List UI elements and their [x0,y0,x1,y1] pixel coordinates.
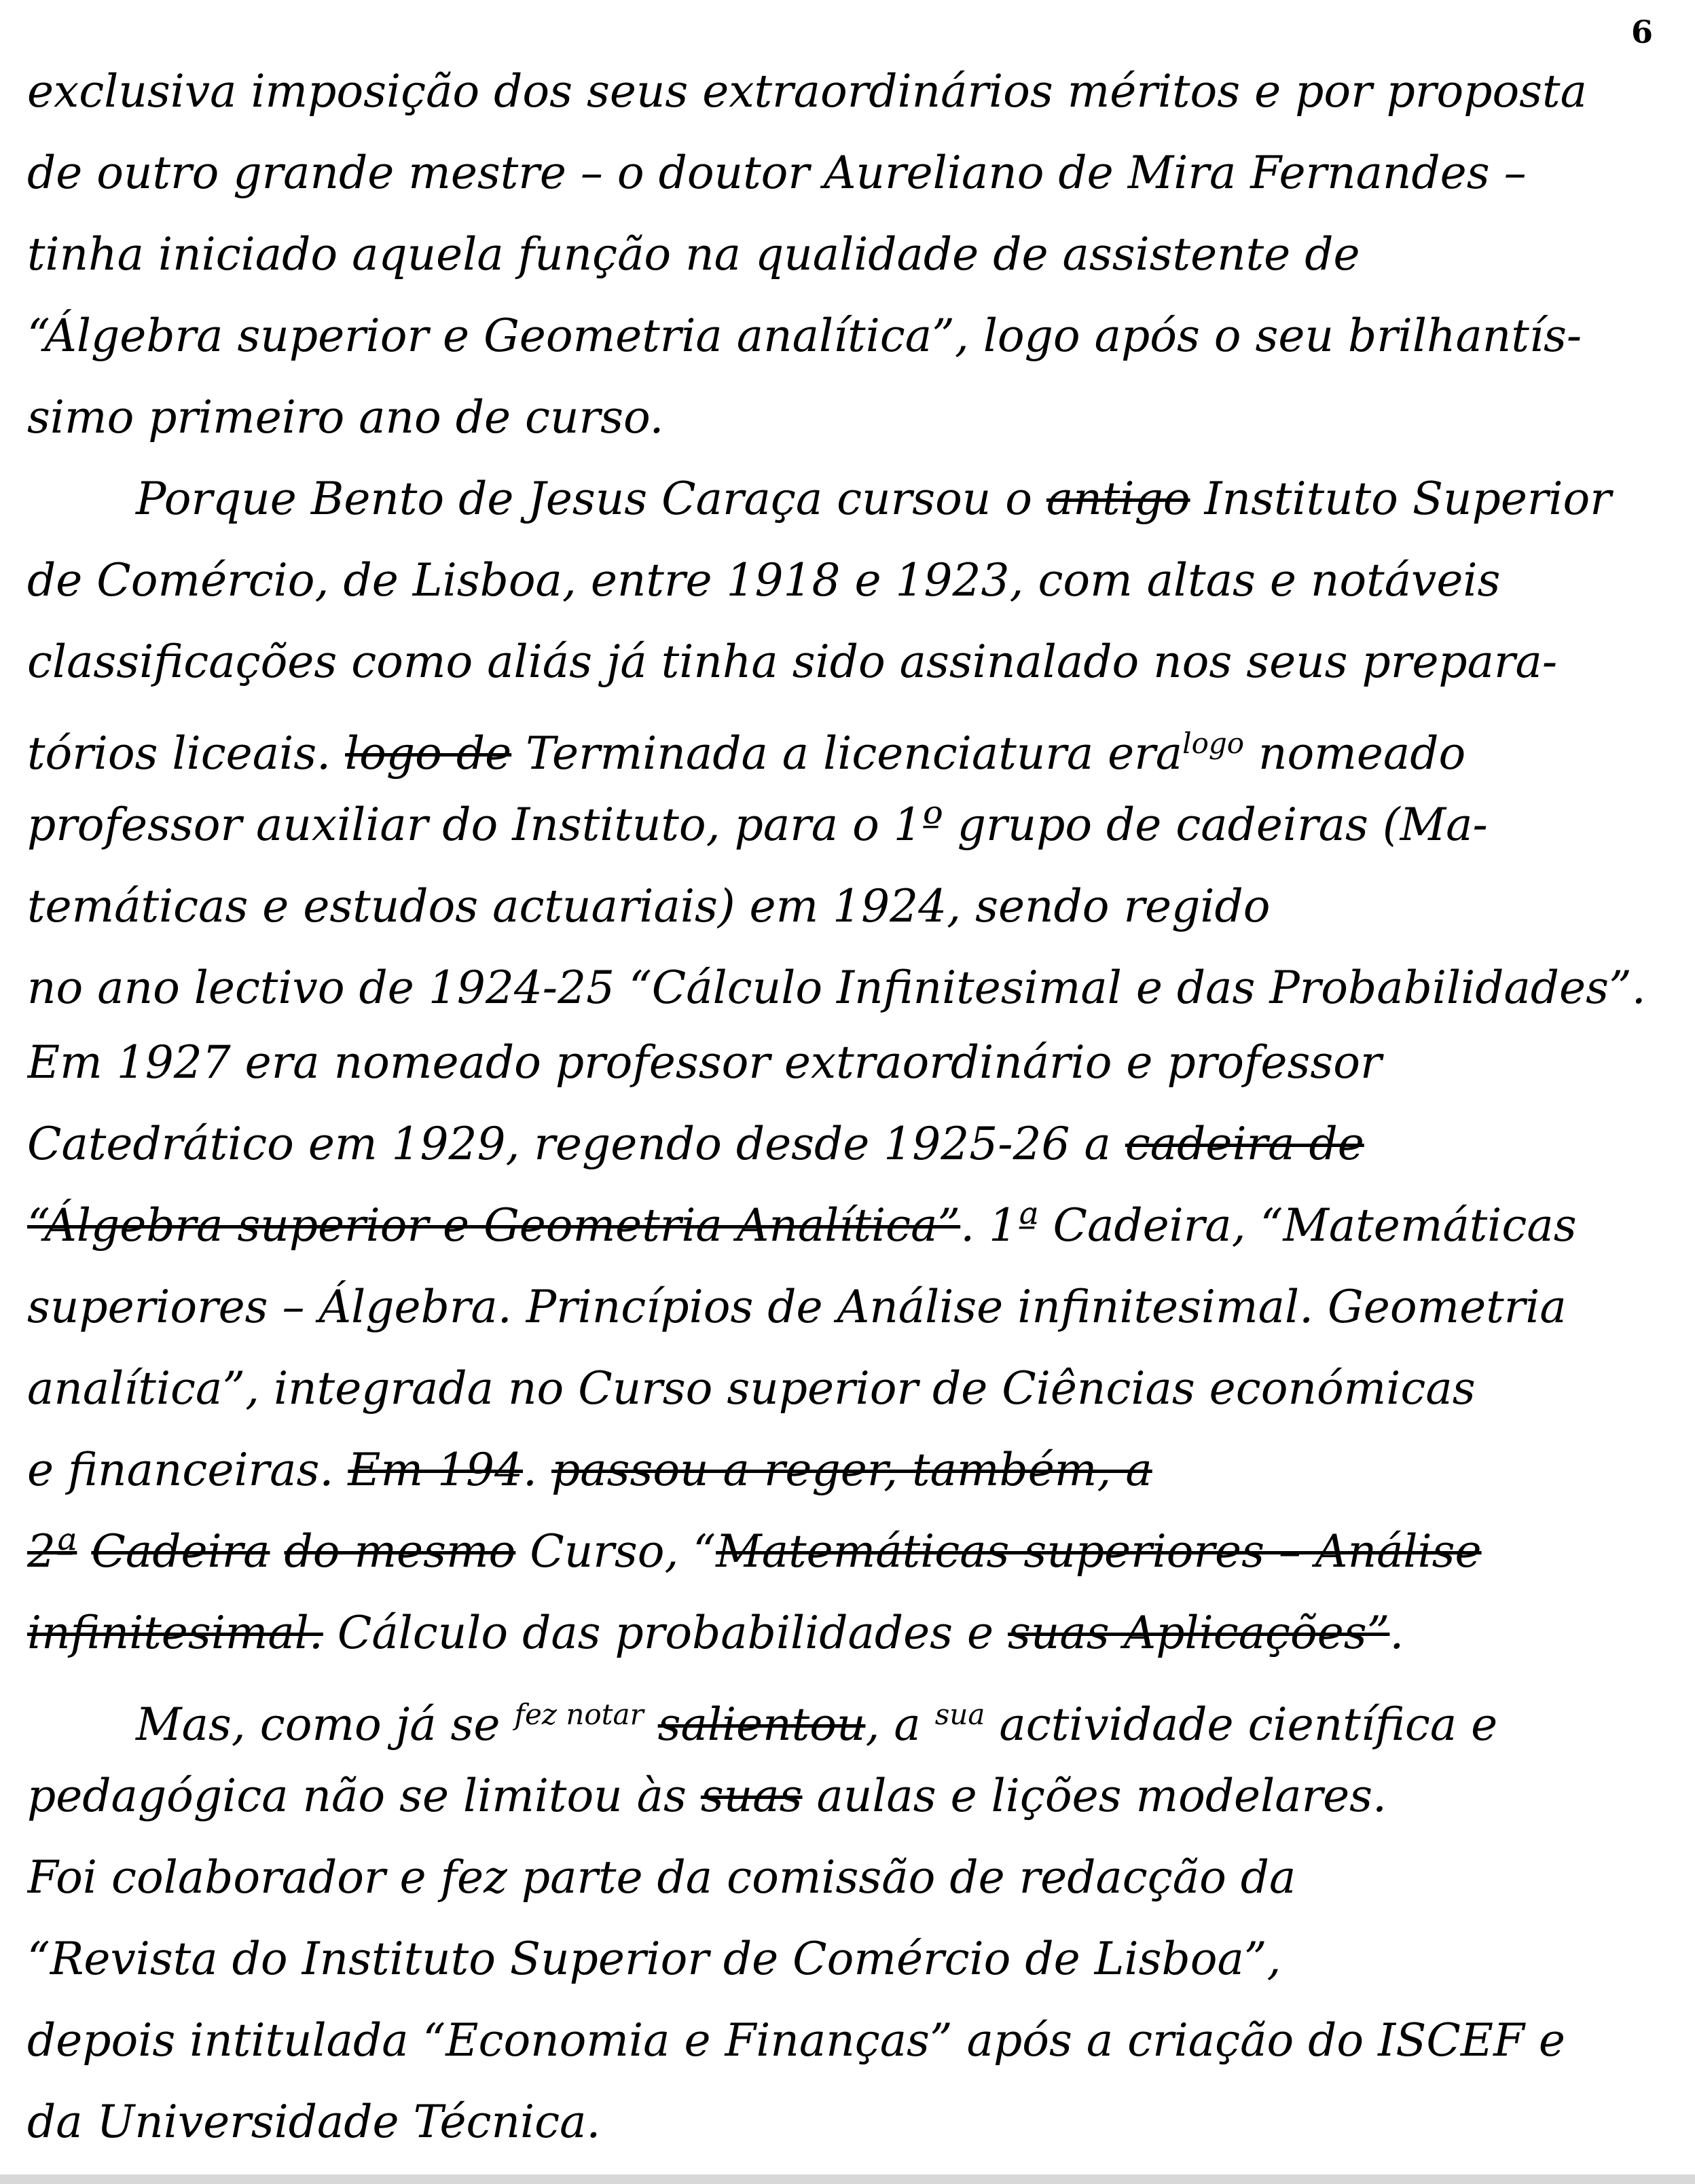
manuscript-line-12: no ano lectivo de 1924-25 “Cálculo Infinitesimal e das Probabilidades”. [27,962,1646,1014]
struck-cadeira-de: cadeira de [1125,1118,1364,1170]
struck-suas: suas [700,1770,803,1822]
manuscript-line-18: e financeiras. Em 194. passou a reger, também, a [27,1444,1152,1496]
line-21-end: actividade científica e [999,1698,1498,1751]
insertion-logo: logo [1182,727,1245,760]
manuscript-line-24: “Revista do Instituto Superior de Comércio de Lisboa”, [27,1933,1281,1985]
line-20-text: Cálculo das probabilidades e [337,1607,994,1659]
line-6-tail: Instituto Superior [1204,473,1611,525]
manuscript-line-2: de outro grande mestre – o doutor Aureliano de Mira Fernandes – [27,147,1527,199]
line-9-end: nomeado [1258,727,1466,780]
manuscript-line-22 [27,1759,1671,1834]
manuscript-line-20: infinitesimal. Cálculo das probabilidades e suas Aplicações”. [27,1607,1404,1659]
manuscript-line-14 [27,1107,1671,1182]
manuscript-line-23: Foi colaborador e fez parte da comissão de redacção da [27,1851,1296,1904]
struck-matematicas-superiores: Matemáticas superiores – Análise [716,1525,1482,1578]
manuscript-line-26: da Universidade Técnica. [27,2096,601,2148]
struck-em-194: Em 194 [348,1444,524,1496]
manuscript-line-25: depois intitulada “Economia e Finanças” após a criação do ISCEF e [27,2014,1565,2067]
manuscript-line-5: simo primeiro ano de curso. [27,391,664,443]
manuscript-line-8: classificações como aliás já tinha sido assinalado nos seus prepara- [27,636,1558,688]
manuscript-line-19 [27,1514,1671,1589]
manuscript-line-7: de Comércio, de Lisboa, entre 1918 e 1923, com altas e notáveis [27,554,1501,606]
line-21-text: Mas, como já se [136,1698,500,1751]
manuscript-line-6 [27,462,1695,536]
manuscript-line-15: “Álgebra superior e Geometria Analítica”. 1ª Cadeira, “Matemáticas [27,1199,1577,1252]
manuscript-line-17: analítica”, integrada no Curso superior de Ciências económicas [27,1362,1476,1415]
line-9-tail: Terminada a licenciatura era [526,727,1183,780]
line-22-tail: aulas e lições modelares. [816,1770,1387,1822]
manuscript-line-3: tinha iniciado aquela função na qualidade de assistente de [27,228,1360,280]
manuscript-line-21 [27,1677,1695,1752]
struck-do-mesmo: do mesmo [284,1525,516,1578]
line-18-text: e financeiras. [27,1444,334,1496]
line-21-tail: , a [865,1698,921,1751]
manuscript-line-13: Em 1927 era nomeado professor extraordinário e professor [27,1036,1382,1089]
line-9-text: tórios liceais. [27,727,331,780]
insertion-sua: sua [934,1698,985,1731]
struck-salientou: salientou [657,1698,866,1751]
struck-logo-de: logo de [345,727,512,780]
line-6-text: Porque Bento de Jesus Caraça cursou o [136,473,1033,525]
line-14-text: Catedrático em 1929, regendo desde 1925-26 a [27,1118,1111,1170]
manuscript-line-11: temáticas e estudos actuariais) em 1924, sendo regido [27,880,1271,932]
struck-cadeira: Cadeira [91,1525,270,1578]
manuscript-line-4: “Álgebra superior e Geometria analítica”, logo após o seu brilhantís- [27,310,1582,362]
struck-suas-aplicacoes: suas Aplicações” [1008,1607,1390,1659]
manuscript-line-9 [27,706,1671,781]
struck-word-antigo: antigo [1046,473,1190,525]
struck-passou-a-reger: passou a reger, também, a [551,1444,1152,1496]
line-22-text: pedagógica não se limitou às [27,1770,687,1822]
line-15-text: 1ª Cadeira, “Matemáticas [989,1199,1577,1252]
struck-2a: 2ª [27,1525,77,1578]
manuscript-line-16: superiores – Álgebra. Princípios de Análise infinitesimal. Geometria [27,1281,1567,1333]
page-number: 6 [1630,14,1653,50]
struck-infinitesimal: infinitesimal. [27,1607,323,1659]
struck-old-course-title: “Álgebra superior e Geometria Analítica” [27,1199,961,1252]
manuscript-line-1: exclusiva imposição dos seus extraordinários méritos e por proposta [27,65,1587,117]
manuscript-line-10: professor auxiliar do Instituto, para o 1º grupo de cadeiras (Ma- [27,799,1488,851]
insertion-fez-notar: fez notar [514,1698,644,1731]
line-19-text: Curso, “ [530,1525,716,1578]
scan-bottom-edge [0,2174,1695,2184]
